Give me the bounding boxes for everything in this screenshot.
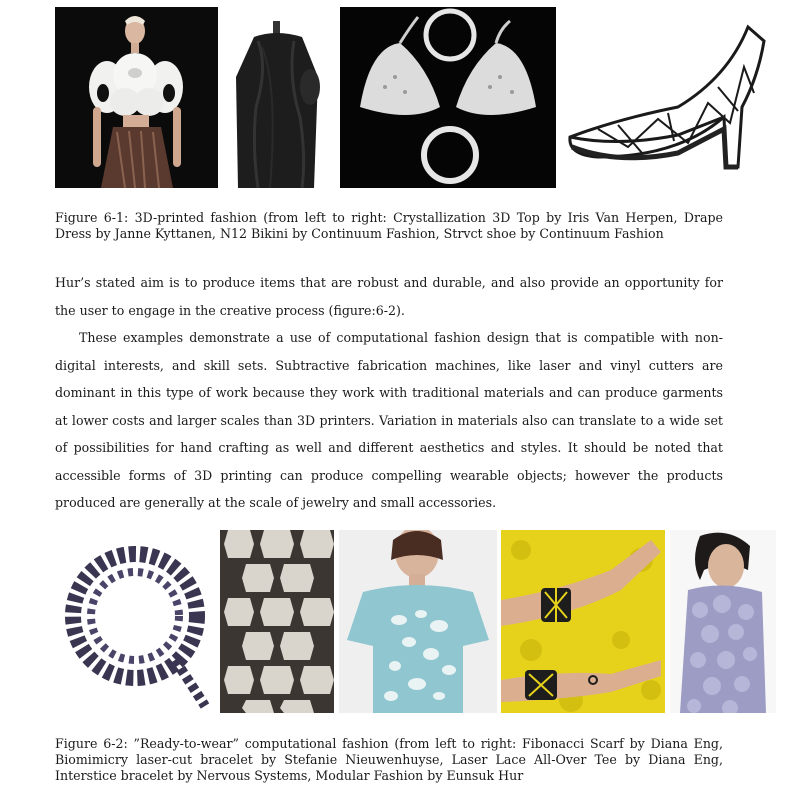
figure-6-2-caption: Figure 6-2: ”Ready-to-wear” computational fashion (from left to right: Fibonacci Scarf by Diana Eng, Biomimicry laser-cut bracelet by Stefanie Nieuwenhuyse, Laser Lace All-Over Tee by Diana Eng, Interstice bracelet by Nervous Systems, Modular Fashion by Eunsuk Hur	[55, 736, 723, 783]
drape-dress-photo	[218, 7, 338, 188]
figure-6-2-images	[0, 530, 800, 713]
crystallization-top-photo	[55, 7, 218, 188]
figure-6-1-images	[0, 7, 800, 188]
n12-bikini-photo	[340, 7, 556, 188]
figure-6-1-caption: Figure 6-1: 3D-printed fashion (from left to right: Crystallization 3D Top by Iris Van Herpen, Drape Dress by Janne Kyttanen, N12 Bikini by Continuum Fashion, Strvct shoe by Continuum Fashion	[55, 210, 723, 241]
strvct-shoe-photo	[558, 7, 775, 188]
body-paragraph-1: Hur’s stated aim is to produce items that are robust and durable, and also provide an opportunity for the user to engage in the creative process (figure:6-2).	[55, 275, 723, 318]
biomimicry-bracelet-photo	[220, 530, 334, 713]
interstice-bracelet-photo	[501, 530, 665, 713]
modular-fashion-photo	[670, 530, 776, 713]
laser-lace-tee-photo	[339, 530, 497, 713]
body-paragraph-2: These examples demonstrate a use of computational fashion design that is compatible with non-digital interests, and skill sets. Subtractive fabrication machines, like laser and vinyl cutters are dominant in this type of work because they work with traditional materials and can produce garments at lower costs and larger scales than 3D printers. Variation in materials also can translate to a wide set of possibilities for hand crafting as well and different aesthetics and styles. It should be noted that accessible forms of 3D printing can produce compelling wearable objects; however the products produced are generally at the scale of jewelry and small accessories.	[55, 330, 723, 510]
fibonacci-scarf-photo	[55, 530, 217, 713]
